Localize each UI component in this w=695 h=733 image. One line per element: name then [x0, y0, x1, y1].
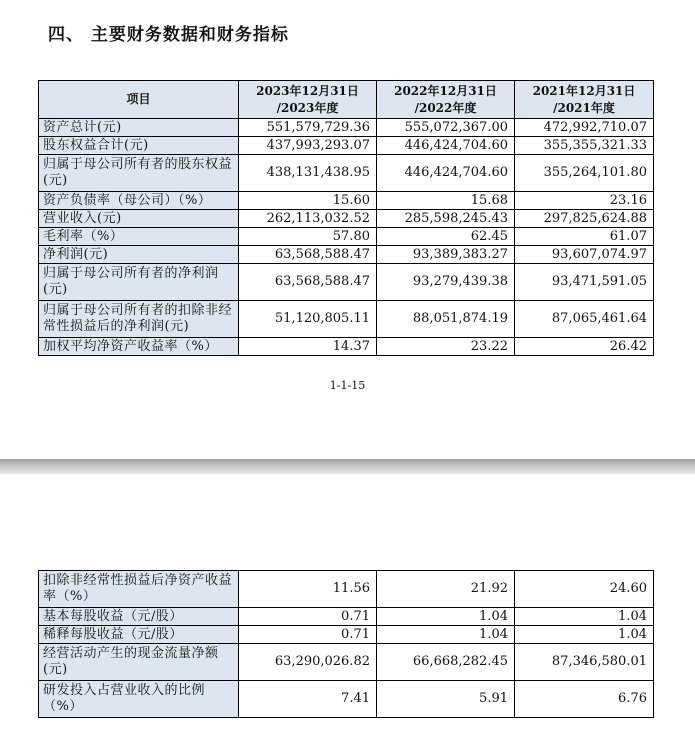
table-row	[39, 119, 654, 137]
value-2021: 93,607,074.97	[515, 246, 654, 264]
value-2021: 1.04	[515, 608, 654, 626]
row-label: 归属于母公司所有者的净利润(元)	[39, 264, 239, 301]
value-2021: 23.16	[515, 192, 654, 210]
table-row	[39, 338, 654, 356]
value-2023: 14.37	[239, 338, 377, 356]
value-2022: 66,668,282.45	[377, 644, 515, 681]
value-2022: 1.04	[377, 626, 515, 644]
value-2022: 5.91	[377, 681, 515, 718]
value-2021: 24.60	[515, 571, 654, 608]
value-2023: 437,993,293.07	[239, 137, 377, 155]
row-label: 扣除非经常性损益后净资产收益率（%）	[39, 571, 239, 608]
value-2023: 63,568,588.47	[239, 246, 377, 264]
header-2022	[377, 81, 515, 119]
table-row	[39, 228, 654, 246]
table-row	[39, 264, 654, 301]
value-2021: 355,264,101.80	[515, 155, 654, 192]
value-2021: 26.42	[515, 338, 654, 356]
value-2023: 15.60	[239, 192, 377, 210]
header-2021	[515, 81, 654, 119]
value-2022: 555,072,367.00	[377, 119, 515, 137]
table-row	[39, 210, 654, 228]
table-row	[39, 626, 654, 644]
value-2023: 262,113,032.52	[239, 210, 377, 228]
header-2023	[239, 81, 377, 119]
value-2022: 446,424,704.60	[377, 137, 515, 155]
row-label: 资产负债率（母公司）（%）	[39, 192, 239, 210]
row-label: 股东权益合计(元)	[39, 137, 239, 155]
value-2021: 87,346,580.01	[515, 644, 654, 681]
header-2022-date: 2022年12月31日	[394, 83, 497, 98]
value-2022: 23.22	[377, 338, 515, 356]
row-label: 加权平均净资产收益率（%）	[39, 338, 239, 356]
value-2021: 472,992,710.07	[515, 119, 654, 137]
value-2022: 93,389,383.27	[377, 246, 515, 264]
row-label: 毛利率（%）	[39, 228, 239, 246]
table-row	[39, 644, 654, 681]
value-2022: 93,279,439.38	[377, 264, 515, 301]
value-2022: 15.68	[377, 192, 515, 210]
value-2023: 0.71	[239, 608, 377, 626]
value-2021: 1.04	[515, 626, 654, 644]
financial-table-top	[38, 80, 654, 356]
value-2021: 87,065,461.64	[515, 301, 654, 338]
row-label: 稀释每股收益（元/股）	[39, 626, 239, 644]
table-row	[39, 137, 654, 155]
value-2022: 446,424,704.60	[377, 155, 515, 192]
section-title: 四、 主要财务数据和财务指标	[48, 25, 289, 45]
value-2022: 1.04	[377, 608, 515, 626]
header-2022-year: /2022年度	[414, 100, 477, 115]
value-2023: 11.56	[239, 571, 377, 608]
row-label: 归属于母公司所有者的扣除非经常性损益后的净利润(元)	[39, 301, 239, 338]
header-2023-date: 2023年12月31日	[256, 83, 359, 98]
value-2022: 88,051,874.19	[377, 301, 515, 338]
value-2022: 62.45	[377, 228, 515, 246]
row-label: 基本每股收益（元/股）	[39, 608, 239, 626]
row-label: 归属于母公司所有者的股东权益(元)	[39, 155, 239, 192]
row-label: 经营活动产生的现金流量净额(元)	[39, 644, 239, 681]
value-2023: 0.71	[239, 626, 377, 644]
table-row	[39, 246, 654, 264]
table-row	[39, 608, 654, 626]
table-row	[39, 155, 654, 192]
row-label: 研发投入占营业收入的比例（%）	[39, 681, 239, 718]
table-row	[39, 681, 654, 718]
value-2023: 63,568,588.47	[239, 264, 377, 301]
table-row	[39, 571, 654, 608]
value-2021: 297,825,624.88	[515, 210, 654, 228]
value-2023: 51,120,805.11	[239, 301, 377, 338]
header-2023-year: /2023年度	[276, 100, 339, 115]
value-2022: 285,598,245.43	[377, 210, 515, 228]
value-2023: 438,131,438.95	[239, 155, 377, 192]
row-label: 资产总计(元)	[39, 119, 239, 137]
value-2023: 63,290,026.82	[239, 644, 377, 681]
page-number: 1-1-15	[329, 379, 366, 392]
value-2022: 21.92	[377, 571, 515, 608]
row-label: 营业收入(元)	[39, 210, 239, 228]
value-2023: 57.80	[239, 228, 377, 246]
header-2021-year: /2021年度	[553, 100, 615, 115]
header-2021-date: 2021年12月31日	[532, 83, 636, 98]
value-2021: 6.76	[515, 681, 654, 718]
table-row	[39, 301, 654, 338]
financial-table-bottom	[38, 570, 654, 718]
table-row	[39, 192, 654, 210]
table-header-row	[39, 81, 654, 119]
value-2023: 551,579,729.36	[239, 119, 377, 137]
value-2021: 93,471,591.05	[515, 264, 654, 301]
header-item: 项目	[39, 81, 239, 119]
value-2023: 7.41	[239, 681, 377, 718]
value-2021: 355,355,321.33	[515, 137, 654, 155]
value-2021: 61.07	[515, 228, 654, 246]
page-divider	[0, 459, 695, 474]
row-label: 净利润(元)	[39, 246, 239, 264]
